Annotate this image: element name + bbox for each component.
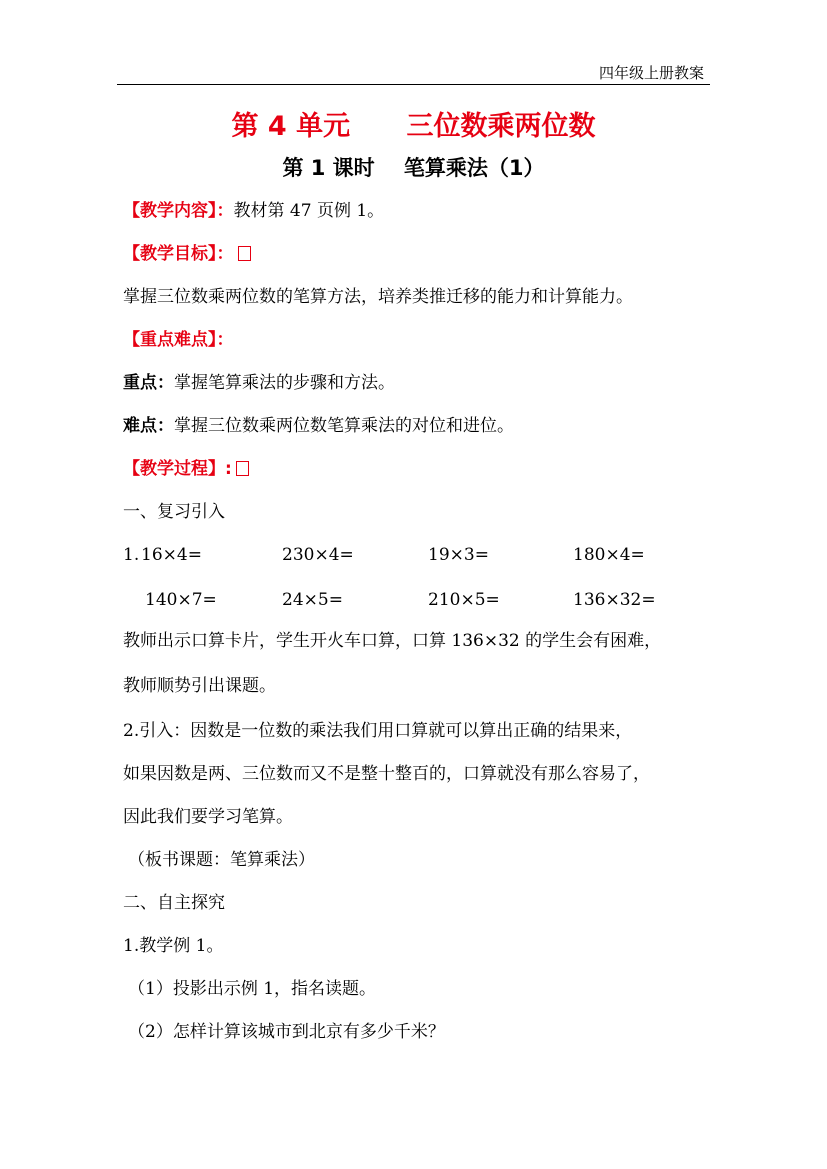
paragraph-line: 教师出示口算卡片，学生开火车口算，口算 136×32 的学生会有困难， — [123, 631, 662, 651]
exercise-cell: 140×7= — [145, 590, 217, 610]
exercise-prefix: 1. — [123, 545, 140, 565]
content-label: 【教学内容】： — [123, 201, 234, 221]
checkbox-icon — [238, 246, 251, 261]
content-text: 教材第 47 页例 1。 — [233, 201, 385, 221]
content-line — [123, 199, 384, 223]
unit-title: 第 4 单元 三位数乘两位数 — [231, 111, 596, 142]
difficult-point-line — [123, 414, 514, 438]
key-point-label: 重点： — [123, 373, 174, 393]
lesson-subtitle: 第 1 课时 笔算乘法（1） — [282, 156, 545, 180]
list-item: （1）投影出示例 1，指名读题。 — [128, 979, 377, 999]
exercise-cell: 136×32= — [573, 590, 656, 610]
process-label: 【教学过程】: — [123, 459, 232, 479]
key-point-line — [123, 371, 395, 395]
exercise-cell: 19×3= — [428, 545, 489, 565]
list-item: 1.教学例 1。 — [123, 936, 224, 956]
paragraph-line: 如果因数是两、三位数而又不是整十整百的，口算就没有那么容易了， — [123, 764, 650, 784]
difficult-point-text: 掌握三位数乘两位数笔算乘法的对位和进位。 — [174, 416, 514, 436]
page-header — [117, 60, 710, 85]
exercise-cell: 180×4= — [573, 545, 645, 565]
process-heading — [123, 457, 249, 481]
header-text: 四年级上册教案 — [598, 64, 704, 82]
exercise-cell: 210×5= — [428, 590, 500, 610]
section-explore: 二、自主探究 — [123, 893, 225, 913]
key-label: 【重点难点】： — [123, 330, 234, 350]
exercise-cell: 24×5= — [282, 590, 343, 610]
section-review: 一、复习引入 — [123, 502, 225, 522]
goal-heading — [123, 242, 251, 266]
goal-label: 【教学目标】： — [123, 244, 234, 264]
board-note: （板书课题：笔算乘法） — [128, 850, 315, 870]
exercise-cell: 16×4= — [141, 545, 202, 565]
key-heading — [123, 328, 234, 352]
exercise-cell: 230×4= — [282, 545, 354, 565]
goal-text: 掌握三位数乘两位数的笔算方法，培养类推迁移的能力和计算能力。 — [123, 287, 633, 307]
paragraph-line: 因此我们要学习笔算。 — [123, 807, 293, 827]
checkbox-icon — [236, 461, 249, 476]
paragraph-line: 教师顺势引出课题。 — [123, 676, 276, 696]
paragraph-line: 2.引入：因数是一位数的乘法我们用口算就可以算出正确的结果来， — [123, 721, 633, 741]
list-item: （2）怎样计算该城市到北京有多少千米？ — [128, 1022, 445, 1042]
key-point-text: 掌握笔算乘法的步骤和方法。 — [174, 373, 395, 393]
difficult-point-label: 难点： — [123, 416, 174, 436]
